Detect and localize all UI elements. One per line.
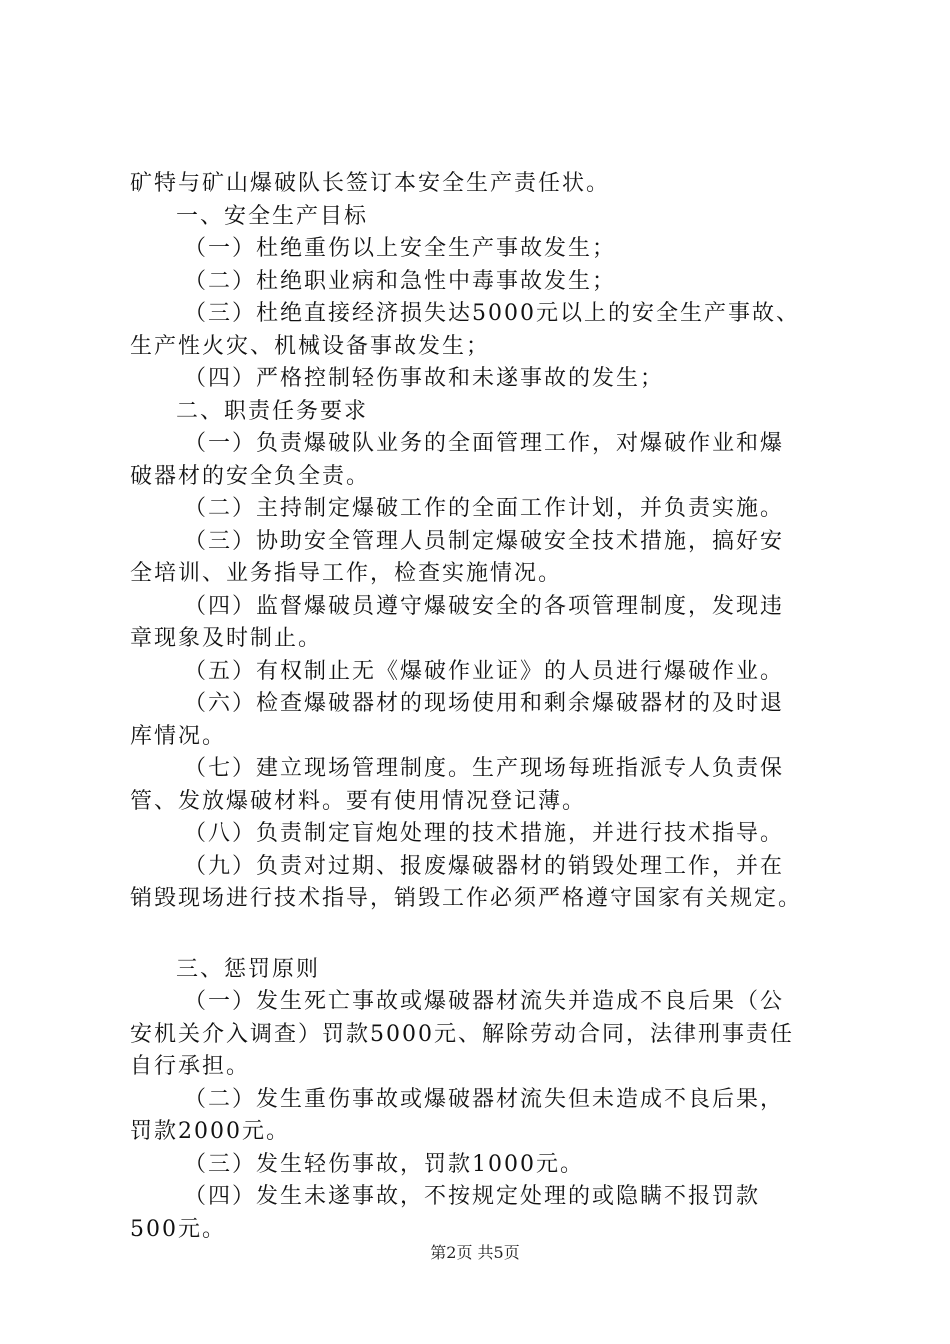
duty-item-7-cont: 管、发放爆破材料。要有使用情况登记薄。 bbox=[130, 788, 587, 814]
duty-item-1-cont: 破器材的安全负全责。 bbox=[130, 463, 371, 489]
duty-item-7: （七）建立现场管理制度。生产现场每班指派专人负责保 bbox=[184, 756, 785, 781]
duty-item-6-cont: 库情况。 bbox=[130, 723, 227, 749]
intro-line: 矿特与矿山爆破队长签订本安全生产责任状。 bbox=[130, 171, 611, 196]
penalty-item-2: （二）发生重伤事故或爆破器材流失但未造成不良后果， bbox=[184, 1086, 785, 1112]
duty-item-9-cont: 销毁现场进行技术指导，销毁工作必须严格遵守国家有关规定。 bbox=[130, 886, 803, 911]
document-body bbox=[130, 168, 850, 1246]
target-item-3-cont: 生产性火灾、机械设备事故发生； bbox=[130, 333, 491, 359]
penalty-item-1-cont2: 自行承担。 bbox=[130, 1054, 251, 1079]
penalty-item-1: （一）发生死亡事故或爆破器材流失并造成不良后果（公 bbox=[184, 989, 785, 1014]
target-item-2: （二）杜绝职业病和急性中毒事故发生； bbox=[184, 268, 617, 294]
penalty-item-2-cont: 罚款2000元。 bbox=[130, 1119, 290, 1144]
duty-item-8: （八）负责制定盲炮处理的技术措施，并进行技术指导。 bbox=[184, 821, 785, 846]
section-heading-duties: 二、职责任务要求 bbox=[176, 398, 369, 424]
paragraph-gap bbox=[130, 916, 850, 954]
target-item-1: （一）杜绝重伤以上安全生产事故发生； bbox=[184, 236, 617, 261]
duty-item-4-cont: 章现象及时制止。 bbox=[130, 626, 323, 651]
penalty-item-1-cont: 安机关介入调查）罚款5000元、解除劳动合同，法律刑事责任 bbox=[130, 1021, 794, 1047]
duty-item-9: （九）负责对过期、报废爆破器材的销毁处理工作，并在 bbox=[184, 853, 785, 879]
target-item-3: （三）杜绝直接经济损失达5000元以上的安全生产事故、 bbox=[184, 301, 800, 326]
penalty-item-4-cont: 500元。 bbox=[130, 1216, 226, 1242]
target-item-4: （四）严格控制轻伤事故和未遂事故的发生； bbox=[184, 366, 665, 391]
duty-item-1: （一）负责爆破队业务的全面管理工作，对爆破作业和爆 bbox=[184, 431, 785, 456]
page-number: 第2页 共5页 bbox=[430, 1243, 520, 1262]
duty-item-6: （六）检查爆破器材的现场使用和剩余爆破器材的及时退 bbox=[184, 691, 785, 716]
duty-item-2: （二）主持制定爆破工作的全面工作计划，并负责实施。 bbox=[184, 496, 785, 521]
duty-item-4: （四）监督爆破员遵守爆破安全的各项管理制度，发现违 bbox=[184, 593, 785, 619]
duty-item-5: （五）有权制止无《爆破作业证》的人员进行爆破作业。 bbox=[184, 658, 785, 684]
penalty-item-3: （三）发生轻伤事故，罚款1000元。 bbox=[184, 1151, 584, 1177]
penalty-item-4: （四）发生未遂事故，不按规定处理的或隐瞒不报罚款 bbox=[184, 1184, 761, 1209]
section-heading-penalties: 三、惩罚原则 bbox=[176, 956, 321, 982]
duty-item-3-cont: 全培训、业务指导工作，检查实施情况。 bbox=[130, 561, 563, 586]
section-heading-targets: 一、安全生产目标 bbox=[176, 203, 369, 229]
duty-item-3: （三）协助安全管理人员制定爆破安全技术措施，搞好安 bbox=[184, 528, 785, 554]
